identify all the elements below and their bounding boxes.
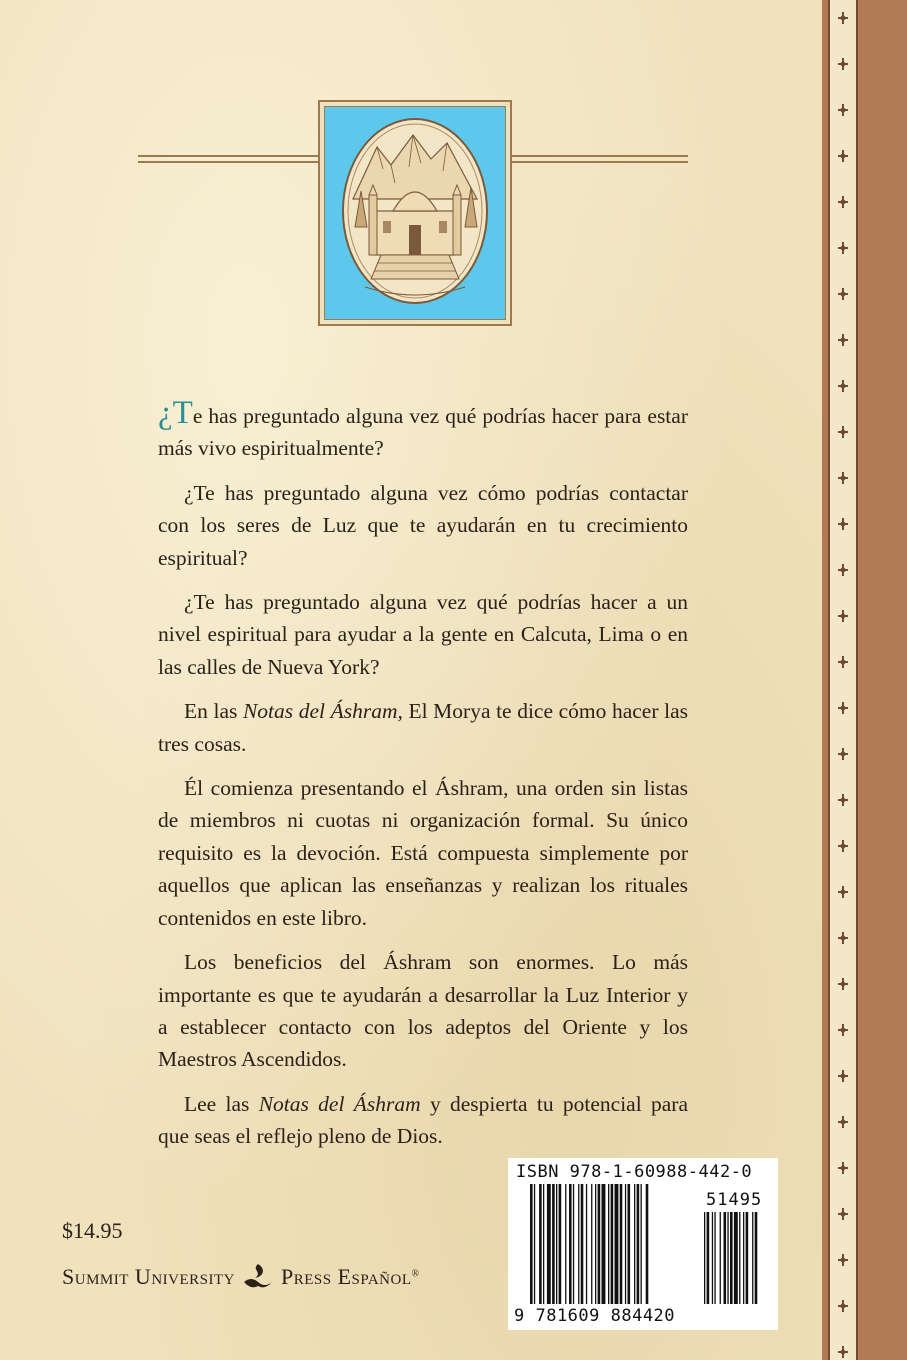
- barcode-bar: [569, 1184, 572, 1304]
- flame-wave-logo-icon: [241, 1262, 275, 1292]
- barcode-bar: [628, 1184, 631, 1304]
- barcode-bar: [581, 1184, 584, 1304]
- barcode-addon-bar: [712, 1212, 713, 1304]
- barcode-bar: [547, 1184, 551, 1304]
- barcode-bar: [565, 1184, 566, 1304]
- barcode-bars-addon: [704, 1212, 772, 1308]
- book-title-italic: Notas del Áshram,: [242, 699, 403, 724]
- barcode-bar: [586, 1184, 587, 1304]
- publisher-word-summit: SUMMIT: [62, 1264, 129, 1289]
- barcode-addon-bar: [707, 1212, 710, 1304]
- ean-digits: 9 781609 884420: [514, 1306, 676, 1326]
- book-title-italic-2: Notas del Áshram: [258, 1091, 421, 1116]
- barcode-bar: [641, 1184, 642, 1304]
- barcode-bar: [615, 1184, 619, 1304]
- publisher-word-press: PRESS: [280, 1264, 332, 1289]
- dropcap: ¿T: [158, 395, 193, 431]
- barcode-addon-bar: [739, 1212, 740, 1304]
- barcode-bar: [625, 1184, 626, 1304]
- barcode-addon-bar: [724, 1212, 727, 1304]
- barcode-addon-bar: [743, 1212, 744, 1304]
- barcode-bar: [637, 1184, 640, 1304]
- barcode-bar: [578, 1184, 579, 1304]
- paragraph-3: ¿Te has preguntado alguna vez qué podrías hacer a un nivel espiritual para ayudar a la gente en Calcuta, Lima o en las calles de Nueva York?: [158, 590, 688, 679]
- barcode-bars-main: [530, 1184, 700, 1308]
- paragraph-4-lead: En las: [184, 699, 243, 724]
- paragraph-4-text: El Morya te dice cómo hacer las tres cosas.: [158, 699, 688, 756]
- barcode-addon-bar: [752, 1212, 753, 1304]
- barcode-bar: [591, 1184, 592, 1304]
- paragraph-7: [158, 1088, 688, 1153]
- barcode-addon-bar: [755, 1212, 758, 1304]
- paragraph-1-text: e has preguntado alguna vez qué podrías hacer para estar más vivo espiritualmente?: [158, 404, 688, 461]
- paragraph-7-lead: Lee las: [184, 1091, 259, 1116]
- paragraph-6: Los beneficios del Áshram son enormes. Lo más importante es que te ayudarán a desarrollar la Luz Interior y a establecer contacto con los adeptos del Oriente y los Maestros Ascendidos.: [158, 950, 688, 1072]
- barcode-bar: [543, 1184, 544, 1304]
- publisher-word-university: UNIVERSITY: [134, 1264, 235, 1289]
- barcode-addon-bar: [746, 1212, 749, 1304]
- barcode-addon-bar: [727, 1212, 728, 1304]
- paragraph-4: [158, 695, 688, 760]
- barcode-bar: [556, 1184, 557, 1304]
- back-cover-description: [158, 395, 688, 1165]
- barcode-addon-bar: [714, 1212, 715, 1304]
- barcode-bar: [573, 1184, 574, 1304]
- barcode-addon-bar: [704, 1212, 705, 1304]
- barcode-bar: [530, 1184, 533, 1304]
- barcode-bar: [552, 1184, 555, 1304]
- barcode-bar: [534, 1184, 535, 1304]
- temple-in-mountains-engraving-icon: [325, 107, 505, 319]
- addon-number: 51495: [706, 1190, 763, 1210]
- barcode-bar: [611, 1184, 614, 1304]
- barcode-bar: [559, 1184, 562, 1304]
- paragraph-7-text: y despierta tu potencial para que seas el reflejo pleno de Dios.: [158, 1091, 688, 1149]
- publisher-word-espanol: ESPAÑOL®: [337, 1264, 420, 1289]
- price: $14.95: [62, 1218, 123, 1243]
- right-border-inner: [828, 0, 858, 1360]
- barcode-bar: [634, 1184, 635, 1304]
- barcode-addon-bar: [720, 1212, 721, 1304]
- barcode-addon-bar: [730, 1212, 733, 1304]
- paragraph-2: ¿Te has preguntado alguna vez cómo podrías contactar con los seres de Luz que te ayudarán en tu crecimiento espiritual?: [158, 480, 688, 570]
- isbn-barcode: [508, 1158, 778, 1330]
- barcode-addon-bar: [734, 1212, 738, 1304]
- barcode-bar: [608, 1184, 609, 1304]
- paragraph-1: [158, 395, 688, 465]
- publisher-imprint: [62, 1262, 420, 1292]
- paragraph-5: Él comienza presentando el Áshram, una orden sin listas de miembros ni cuotas ni organización formal. Su único requisito es la devoción. Está compuesta simplemente por aquellos que aplican las enseñanzas y realizan los rituales contenidos en este libro.: [158, 776, 688, 930]
- barcode-bar: [598, 1184, 601, 1304]
- barcode-bar: [646, 1184, 649, 1304]
- barcode-bar: [595, 1184, 596, 1304]
- isbn-number: ISBN 978-1-60988-442-0: [516, 1162, 753, 1182]
- illustration-panel: [324, 106, 506, 320]
- barcode-bar: [602, 1184, 606, 1304]
- barcode-bar: [539, 1184, 542, 1304]
- barcode-bar: [620, 1184, 623, 1304]
